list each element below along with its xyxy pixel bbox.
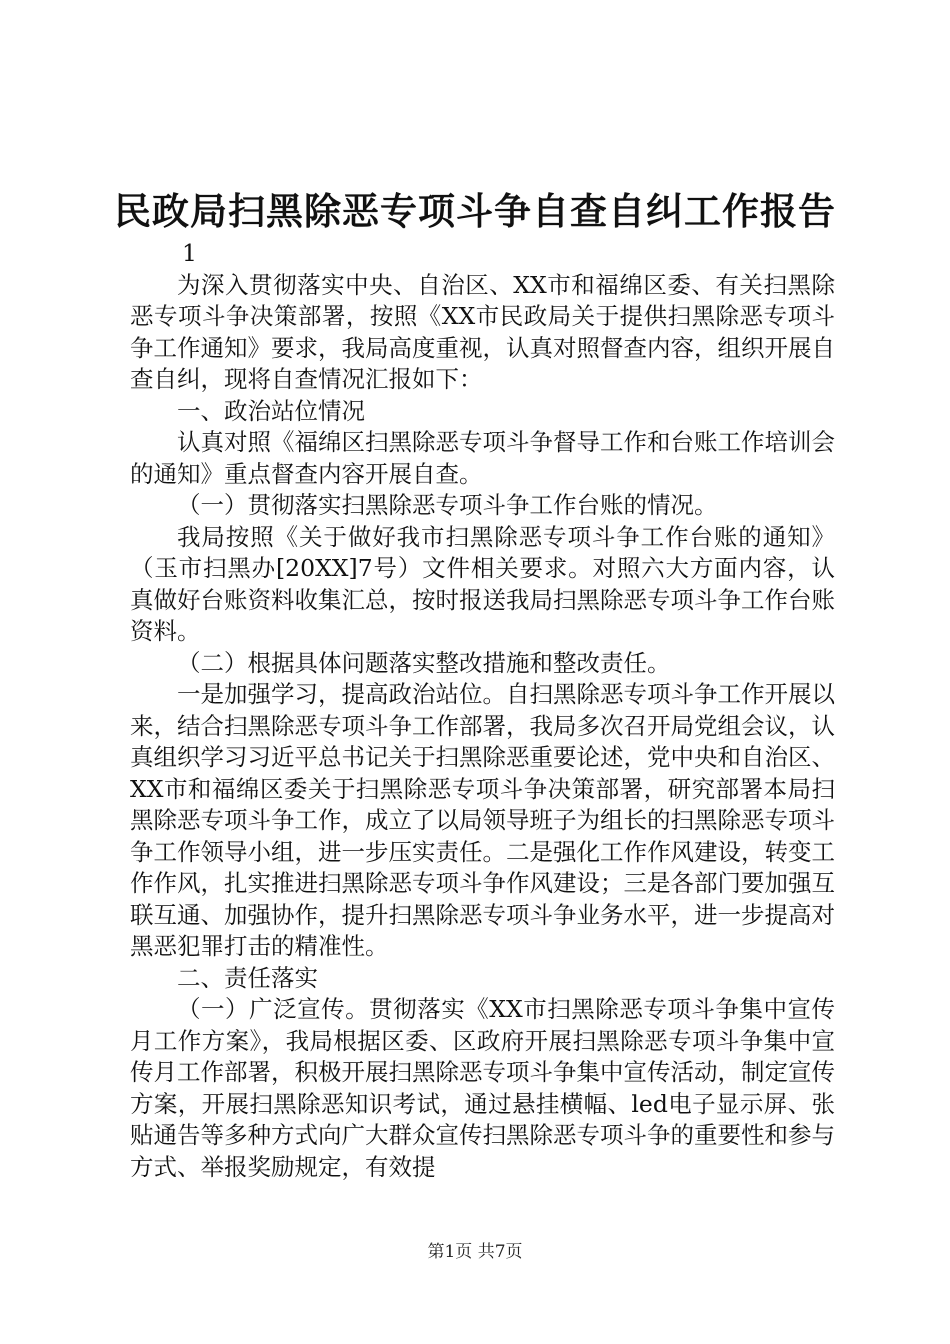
paragraph: 认真对照《福绵区扫黑除恶专项斗争督导工作和台账工作培训会的通知》重点督查内容开展自查。 <box>130 428 835 488</box>
paragraph: （一）广泛宣传。贯彻落实《XX市扫黑除恶专项斗争集中宣传月工作方案》，我局根据区委、区政府开展扫黑除恶专项斗争集中宣传月工作部署，积极开展扫黑除恶专项斗争集中宣传活动，制定宣传方案，开展扫黑除恶知识考试，通过悬挂横幅、led电子显示屏、张贴通告等多种方式向广大群众宣传扫黑除恶专项斗争的重要性和参与方式、举报奖励规定，有效提 <box>130 995 835 1181</box>
paragraph: 为深入贯彻落实中央、自治区、XX市和福绵区委、有关扫黑除恶专项斗争决策部署，按照《XX市民政局关于提供扫黑除恶专项斗争工作通知》要求，我局高度重视，认真对照督查内容，组织开展自查自纠，现将自查情况汇报如下： <box>130 270 835 393</box>
section-heading: 一、政治站位情况 <box>177 396 365 425</box>
document-title: 民政局扫黑除恶专项斗争自查自纠工作报告 <box>114 189 836 233</box>
page-footer: 第1页 共7页 <box>427 1242 523 1262</box>
paragraph: 我局按照《关于做好我市扫黑除恶专项斗争工作台账的通知》（玉市扫黑办[20XX]7号）文件相关要求。对照六大方面内容，认真做好台账资料收集汇总，按时报送我局扫黑除恶专项斗争工作台账资料。 <box>130 522 835 645</box>
document-body <box>130 238 835 1183</box>
section-heading: 二、责任落实 <box>177 963 318 992</box>
subsection-heading: （二）根据具体问题落实整改措施和整改责任。 <box>177 648 671 677</box>
subsection-heading: （一）贯彻落实扫黑除恶专项斗争工作台账的情况。 <box>177 491 718 519</box>
section-number: 1 <box>182 239 197 267</box>
paragraph: 一是加强学习，提高政治站位。自扫黑除恶专项斗争工作开展以来，结合扫黑除恶专项斗争工作部署，我局多次召开局党组会议，认真组织学习习近平总书记关于扫黑除恶重要论述，党中央和自治区、XX市和福绵区委关于扫黑除恶专项斗争决策部署，研究部署本局扫黑除恶专项斗争工作，成立了以局领导班子为组长的扫黑除恶专项斗争工作领导小组，进一步压实责任。二是强化工作作风建设，转变工作作风，扎实推进扫黑除恶专项斗争作风建设；三是各部门要加强互联互通、加强协作，提升扫黑除恶专项斗争业务水平，进一步提高对黑恶犯罪打击的精准性。 <box>130 680 835 960</box>
